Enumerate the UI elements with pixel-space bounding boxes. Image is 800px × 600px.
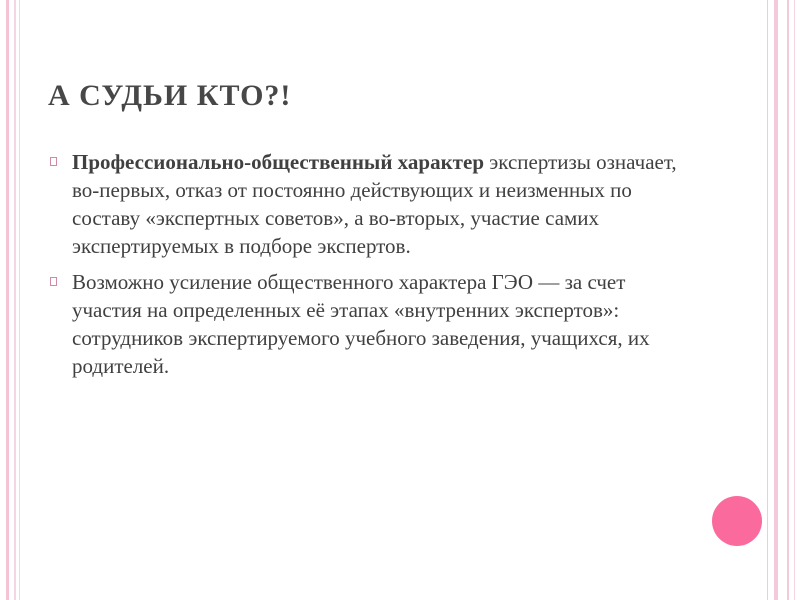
right-border-line — [767, 0, 768, 600]
bullet-item — [48, 268, 698, 380]
decorative-pink-circle — [712, 496, 762, 546]
slide-title: А СУДЬИ КТО?! — [48, 79, 292, 112]
bullet-item — [48, 148, 698, 260]
bullet-square-icon — [50, 277, 57, 286]
bullet-bold-text: Профессионально-общественный характер — [72, 150, 484, 174]
right-border-line — [774, 0, 778, 600]
left-border-line — [6, 0, 9, 600]
left-border-line — [19, 0, 20, 600]
slide-content — [48, 148, 698, 388]
right-border-line — [787, 0, 789, 600]
right-border-line — [794, 0, 795, 600]
bullet-square-icon — [50, 157, 57, 166]
bullet-text: Возможно усиление общественного характера ГЭО — за счет участия на определенных её этапах «внутренних экспертов»: сотрудников экспертируемого учебного заведения, учащихся, их родителей. — [72, 270, 650, 378]
left-border-line — [14, 0, 16, 600]
bullet-text: экспертизы означает, во-первых, отказ от постоянно действующих и неизменных по составу «экспертных советов», а во-вторых, участие самих экспертируемых в подборе экспертов. — [72, 150, 677, 258]
